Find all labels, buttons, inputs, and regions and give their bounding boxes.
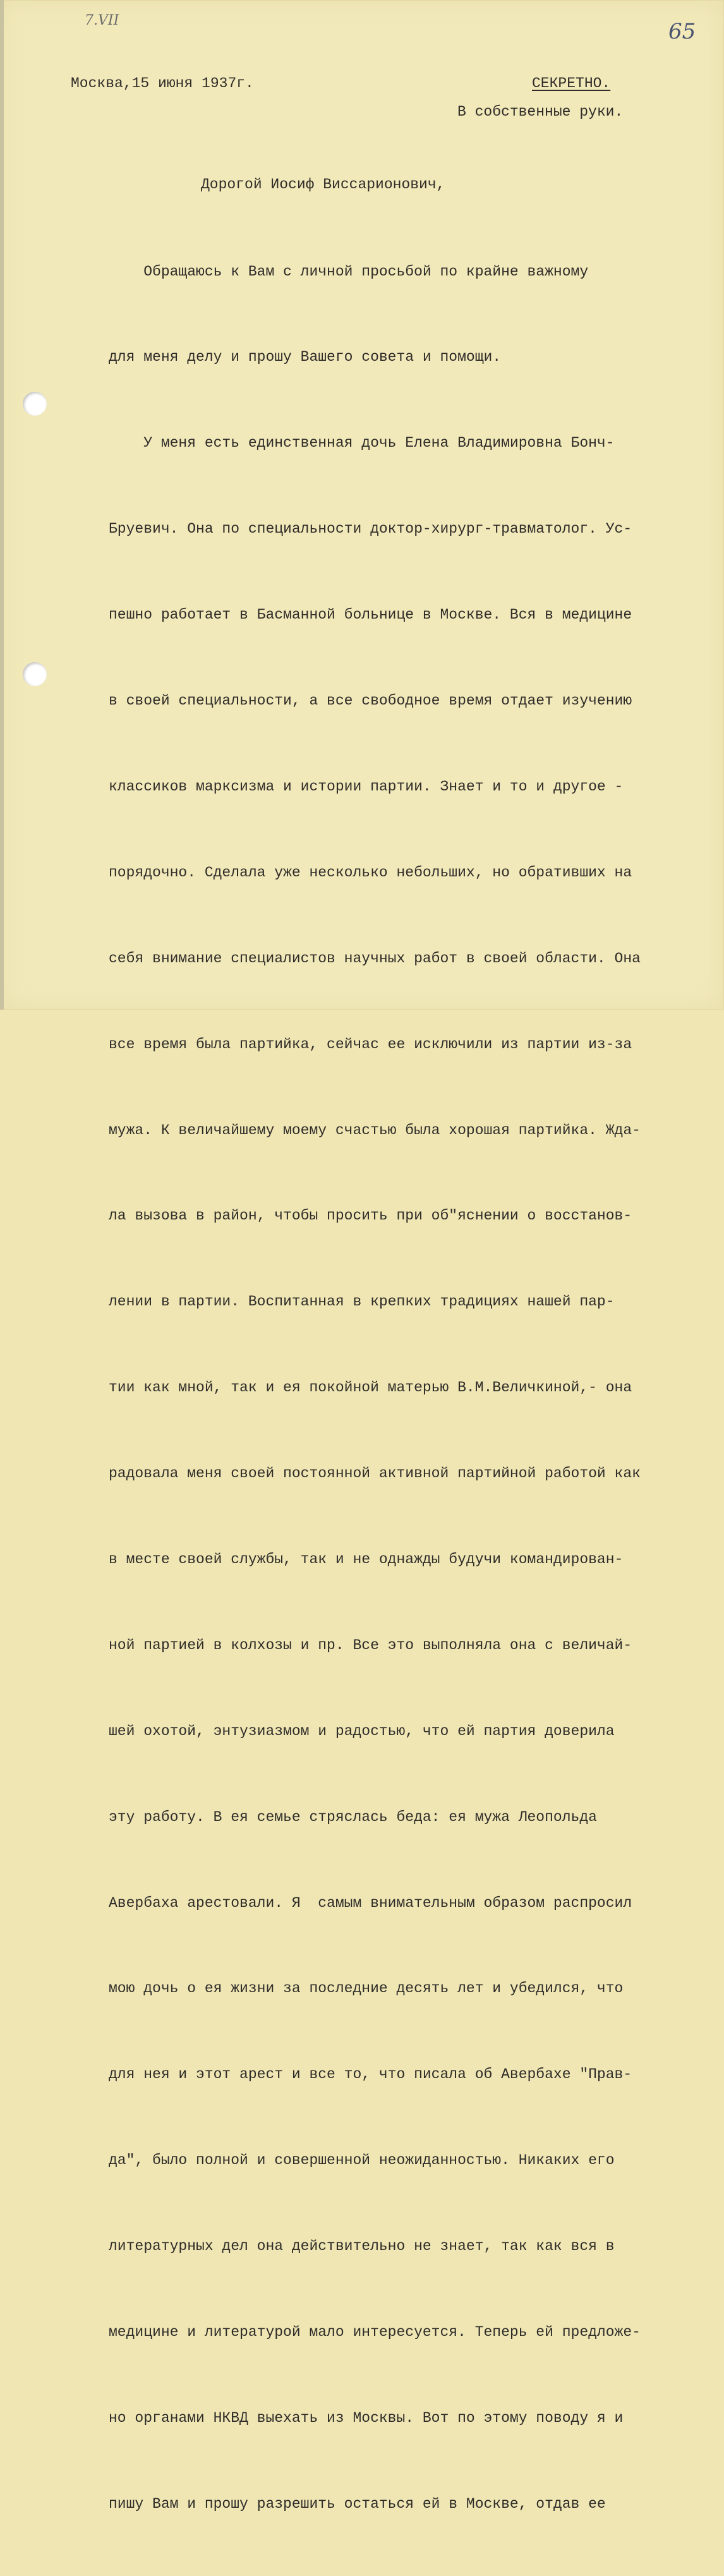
body-line: в своей специальности, а все свободное время отдает изучению: [109, 692, 632, 710]
body-line: все время была партийка, сейчас ее исключили из партии из-за: [109, 1036, 632, 1053]
body-line: эту работу. В ея семье стряслась беда: ея мужа Леопольда: [109, 1808, 597, 1825]
delivery-note: В собственные руки.: [457, 104, 624, 120]
body-line: да", было полной и совершенной неожиданностью. Никаких его: [109, 2152, 615, 2169]
body-line: медицине и литературой мало интересуется. Теперь ей предложе-: [109, 2323, 641, 2340]
punch-hole-bottom: [23, 662, 47, 686]
body-line: лении в партии. Воспитанная в крепких традициях нашей пар-: [109, 1293, 615, 1310]
classification-mark: СЕКРЕТНО.: [532, 75, 611, 92]
corner-note: 7.VII: [85, 13, 119, 28]
body-line: мужа. К величайшему моему счастью была хорошая партийка. Жда-: [109, 1122, 641, 1139]
body-line: шей охотой, энтузиазмом и радостью, что ей партия доверила: [109, 1722, 615, 1739]
body-line: классиков марксизма и истории партии. Знает и то и другое -: [109, 778, 624, 795]
folio-number: 65: [668, 19, 696, 44]
page-edge: [0, 0, 4, 1010]
body-line: Обращаюсь к Вам с личной просьбой по крайне важному: [109, 263, 589, 280]
body-line: У меня есть единственная дочь Елена Владимировна Бонч-: [109, 435, 615, 452]
body-line: для меня делу и прошу Вашего совета и помощи.: [109, 349, 502, 366]
body-line: но органами НКВД выехать из Москвы. Вот по этому поводу я и: [109, 2409, 624, 2426]
place-date: Москва,15 июня 1937г.: [71, 75, 254, 92]
letter-body: [109, 200, 641, 2576]
body-line: для нея и этот арест и все то, что писала об Авербахе "Прав-: [109, 2066, 632, 2083]
body-line: литературных дел она действительно не знает, так как вся в: [109, 2238, 615, 2255]
punch-hole-top: [23, 392, 47, 416]
body-line: ной партией в колхозы и пр. Все это выполняла она с величай-: [109, 1636, 632, 1654]
body-line: в месте своей службы, так и не однажды будучи командирован-: [109, 1551, 624, 1568]
body-line: порядочно. Сделала уже несколько небольших, но обративших на: [109, 864, 632, 881]
body-line: Бруевич. Она по специальности доктор-хирург-травматолог. Ус-: [109, 521, 632, 538]
body-line: радовала меня своей постоянной активной партийной работой как: [109, 1465, 641, 1482]
salutation: Дорогой Иосиф Виссарионович,: [201, 176, 445, 193]
body-line: пешно работает в Басманной больнице в Москве. Вся в медицине: [109, 607, 632, 624]
body-line: ла вызова в район, чтобы просить при об"яснении о восстанов-: [109, 1207, 632, 1225]
body-line: Авербаха арестовали. Я самым внимательным образом распросил: [109, 1894, 632, 1911]
body-line: тии как мной, так и ея покойной матерью В.М.Величкиной,- она: [109, 1379, 632, 1396]
body-line: пишу Вам и прошу разрешить остаться ей в Москве, отдав ее: [109, 2495, 606, 2512]
body-line: мою дочь о ея жизни за последние десять лет и убедился, что: [109, 1980, 624, 1997]
body-line: себя внимание специалистов научных работ в своей области. Она: [109, 950, 641, 967]
